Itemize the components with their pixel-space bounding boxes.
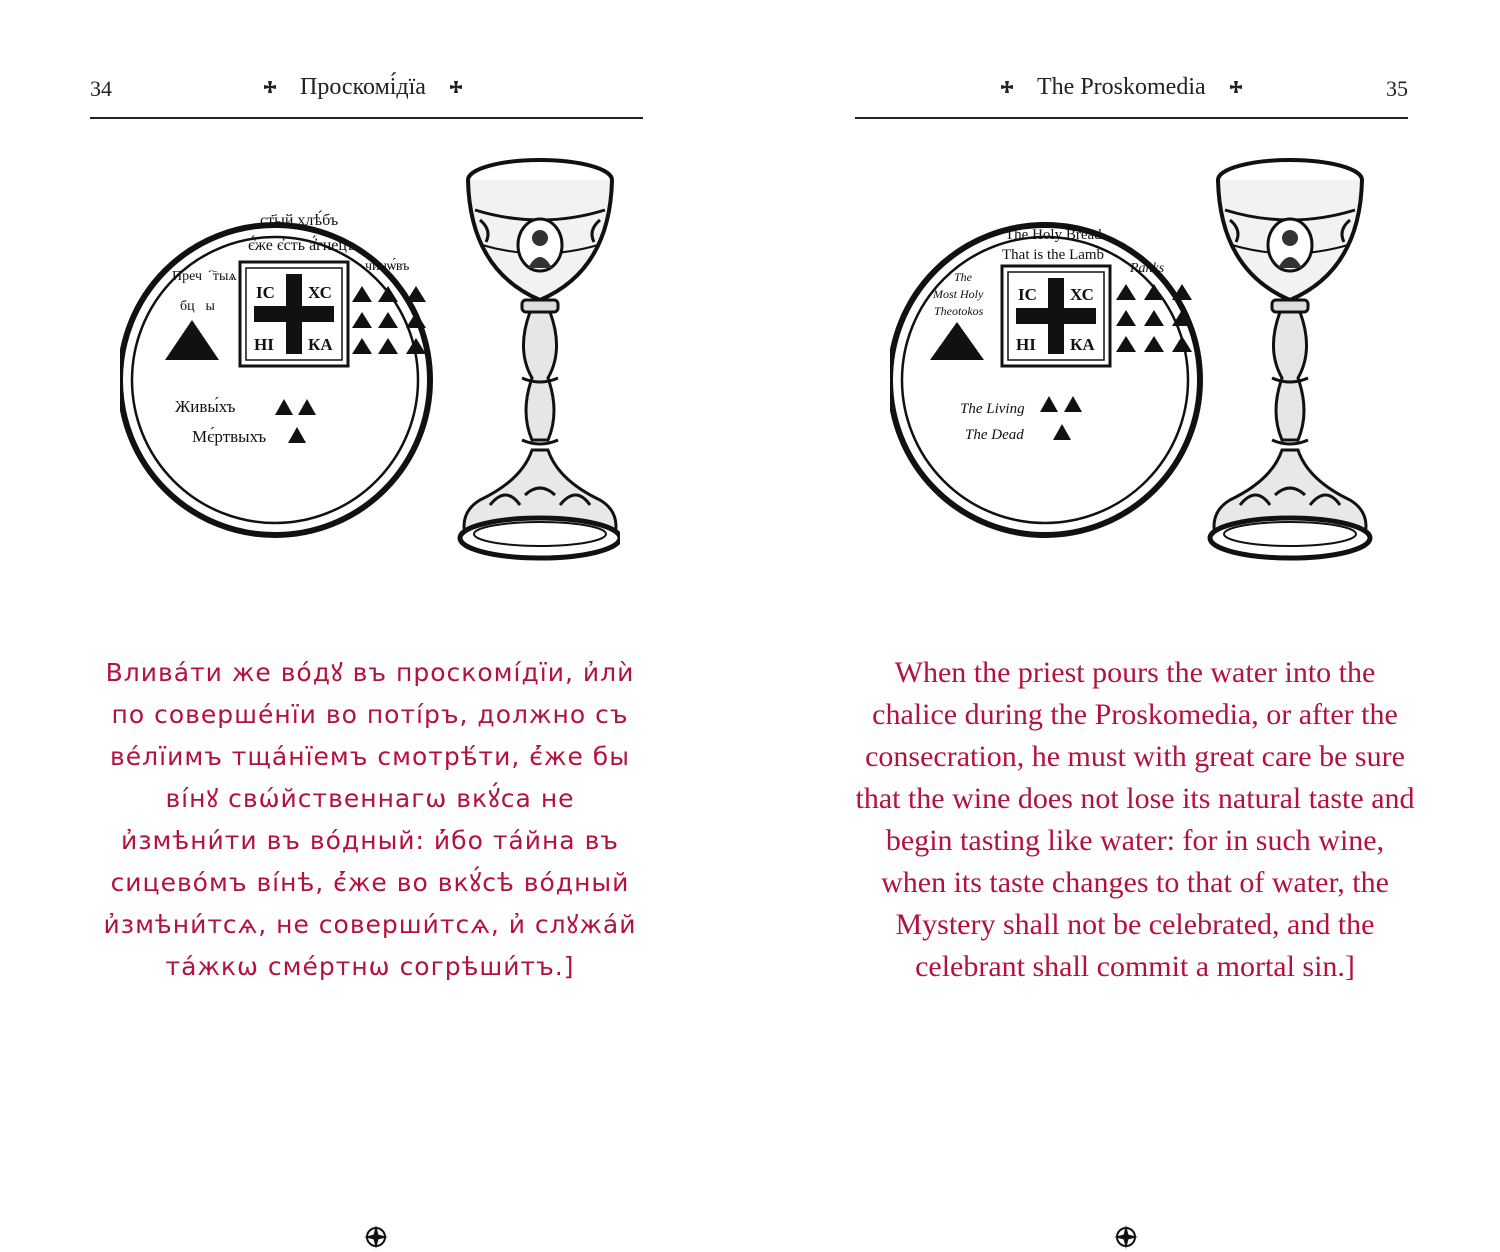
cross-pattee-icon (999, 80, 1015, 96)
theotokos-triangle (165, 320, 219, 360)
theotokos-label-3: Theotokos (934, 304, 984, 318)
living-triangle (275, 399, 293, 415)
page-number: 34 (90, 76, 112, 101)
dead-triangle (288, 427, 306, 443)
rubric-paragraph: Влива́ти же во́дꙋ въ проскомі́дїи, и҆лѝ по соверше́нїи во потı́ръ, должно съ ве́лїимъ тща́нїемъ смотрѣ́ти, є҆́же бы ві́нꙋ свѡ́йственнагѡ вкꙋ́са не и҆змѣни́ти въ во́дный: и҆́бо та́йна въ сицево́мъ ві́нѣ, є҆́же во вкꙋ́сѣ во́дный и҆змѣни́тсѧ, не соверши́тсѧ, и҆ слꙋжа́й та́жкѡ сме́ртнѡ согрѣши́тъ.] (103, 658, 637, 981)
rubric-paragraph: When the priest pours the water into the chalice during the Proskomedia, or after the consecration, he must with great care be sure that the wine does not lose its natural taste and begin tasting like water: for in such wine, when its taste changes to that of water, the Mystery shall not be celebrated, and the celebrant shall commit a mortal sin.] (855, 656, 1415, 983)
dead-label: Мє́ртвыхъ (192, 427, 267, 446)
chalice-illustration (460, 160, 620, 558)
running-head-title: Проскомі́дїа (300, 74, 426, 100)
running-head-title: The Proskomedia (1037, 74, 1206, 100)
dead-triangle (1053, 424, 1071, 440)
theotokos-label-1: Пречⷭ҇тыѧ (172, 269, 237, 284)
svg-text:НІ: НІ (254, 335, 274, 354)
diskos-and-chalice-illustration (890, 150, 1390, 590)
dead-label: The Dead (965, 427, 1024, 443)
bread-label-2: є҆́же є҆сть а҆́гнецъ (248, 237, 356, 254)
diskos-diagram (890, 225, 1200, 535)
header-rule (855, 117, 1408, 119)
living-triangle (1064, 396, 1082, 412)
theotokos-triangle (930, 322, 984, 360)
ranks-triangles (1116, 284, 1192, 352)
header-rule (90, 117, 643, 119)
cross-pattee-icon (1228, 80, 1244, 96)
page-header (90, 74, 643, 108)
svg-text:КА: КА (308, 335, 333, 354)
compass-ornament-icon (361, 1222, 391, 1252)
svg-text:ХС: ХС (308, 283, 332, 302)
page-number: 35 (1386, 76, 1408, 101)
compass-ornament-icon (1111, 1222, 1141, 1252)
chalice-illustration (1210, 160, 1370, 558)
bread-label-1: ст҃ый хлѣ́бъ (260, 212, 339, 229)
diskos-and-chalice-illustration (120, 150, 620, 590)
ranks-label: Ranks (1130, 261, 1165, 276)
svg-text:НІ: НІ (1016, 335, 1036, 354)
svg-text:ХС: ХС (1070, 285, 1094, 304)
svg-text:ІС: ІС (1018, 285, 1037, 304)
cross-pattee-icon (262, 80, 278, 96)
right-page (750, 0, 1500, 1244)
left-page (0, 0, 750, 1244)
lamb-seal (240, 262, 348, 366)
living-triangle (298, 399, 316, 415)
theotokos-label-1: The (954, 270, 972, 284)
running-head (262, 74, 464, 101)
ranks-triangles (352, 286, 426, 354)
living-label: Живы́хъ (175, 397, 236, 416)
cross-pattee-icon (448, 80, 464, 96)
living-triangle (1040, 396, 1058, 412)
theotokos-label-2: бцⷣы (180, 299, 215, 314)
running-head (999, 74, 1244, 101)
page-header (855, 74, 1408, 108)
living-label: The Living (960, 401, 1025, 417)
bread-label-1: The Holy Bread (1005, 227, 1102, 243)
svg-text:КА: КА (1070, 335, 1095, 354)
lamb-seal (1002, 266, 1110, 366)
bread-label-2: That is the Lamb (1002, 247, 1105, 263)
svg-text:ІС: ІС (256, 283, 275, 302)
diskos-diagram (120, 209, 430, 535)
theotokos-label-2: Most Holy (933, 287, 984, 301)
ranks-label: чинѡ́въ (365, 259, 410, 274)
